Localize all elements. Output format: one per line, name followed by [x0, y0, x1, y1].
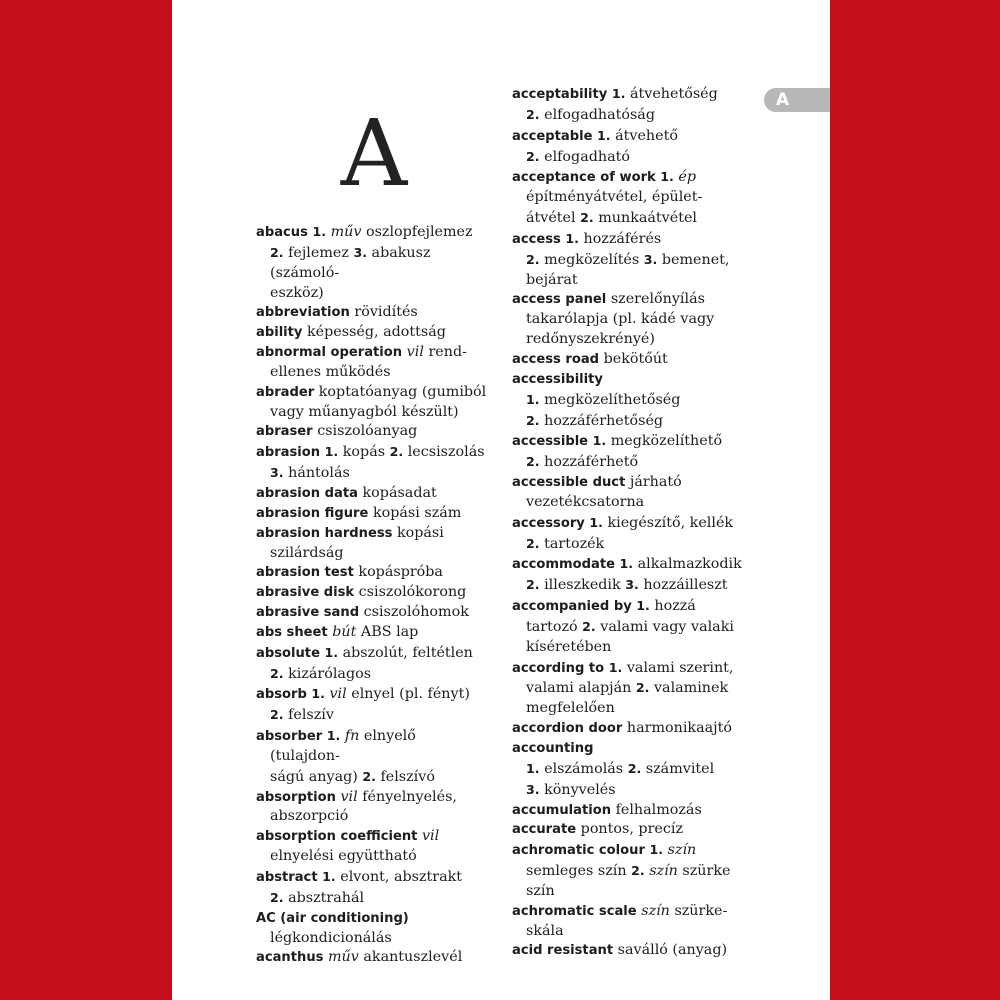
sense-number: 1.	[592, 433, 607, 449]
entry-headword: AC (air conditioning)	[256, 910, 409, 926]
entry-headword: accommodate	[512, 557, 615, 573]
dictionary-entry	[256, 788, 488, 828]
domain-label: szín	[641, 902, 670, 919]
dictionary-entry	[256, 623, 488, 643]
entry-headword: absolute	[256, 645, 320, 661]
entry-headword: accessory	[512, 515, 585, 531]
definition-text: kopási szám	[372, 504, 462, 521]
dictionary-entry	[512, 350, 744, 370]
definition-text: bekötőút	[603, 350, 668, 367]
definition-text: átvehető	[615, 127, 678, 144]
definition-text: vezetékcsatorna	[526, 493, 645, 510]
definition-text: bejárat	[526, 271, 578, 288]
definition-text: harmonikaajtó	[626, 720, 732, 737]
sense-number: 2.	[526, 535, 540, 551]
entry-headword: absorb	[256, 687, 307, 703]
definition-text: elfogadhatóság	[544, 106, 655, 123]
definition-text: felszívó	[380, 768, 435, 785]
entry-headword: abacus	[256, 225, 308, 240]
entry-headword: acceptability	[512, 87, 608, 102]
definition-text: bemenet,	[661, 251, 730, 268]
definition-text: elfogadható	[544, 148, 630, 165]
entry-headword: access panel	[512, 292, 607, 308]
entry-headword: accurate	[512, 822, 577, 838]
entry-headword: accompanied by	[512, 599, 632, 615]
entry-headword: ability	[256, 325, 303, 341]
dictionary-entry	[512, 229, 744, 291]
dictionary-entry	[256, 222, 488, 303]
sense-number: 3.	[270, 465, 284, 481]
entry-headword: accordion door	[512, 721, 623, 737]
definition-text: valami alapján	[526, 680, 632, 697]
definition-text: rövidítés	[354, 304, 418, 321]
sense-number: 1.	[311, 686, 325, 702]
definition-text: takarólapja (pl. kádé vagy	[526, 311, 715, 328]
sense-number: 1.	[611, 86, 626, 101]
definition-text: hozzáférhetőség	[544, 412, 664, 429]
entry-headword: access road	[512, 351, 600, 367]
domain-label: műv	[328, 949, 359, 966]
dictionary-entry	[512, 473, 744, 513]
sense-number: 2.	[635, 680, 650, 696]
section-letter: A	[340, 100, 406, 207]
definition-text: képesség, adottság	[307, 324, 446, 341]
dictionary-entry	[512, 658, 744, 720]
dictionary-entry	[256, 867, 488, 909]
dictionary-entry	[256, 504, 488, 524]
sense-number: 2.	[270, 244, 284, 260]
sense-number: 1.	[324, 644, 339, 660]
sense-number: 2.	[270, 665, 284, 681]
definition-text: megközelíthetőség	[544, 391, 681, 408]
definition-text: szilárdság	[270, 544, 344, 561]
sense-number: 2.	[270, 707, 284, 723]
sense-number: 1.	[312, 224, 327, 239]
definition-text: kiegészítő, kellék	[607, 514, 734, 531]
sense-number: 1.	[526, 760, 540, 776]
sense-number: 1.	[526, 391, 540, 407]
definition-text: kopási	[396, 524, 444, 541]
sense-number: 1.	[322, 869, 336, 884]
domain-label: vil	[406, 344, 424, 361]
sense-number: 2.	[526, 106, 540, 122]
definition-text: szerelőnyílás	[610, 291, 705, 308]
entry-headword: abnormal operation	[256, 345, 403, 361]
entry-headword: acceptable	[512, 128, 593, 144]
sense-number: 2.	[582, 618, 596, 634]
definition-text: elnyelési együttható	[270, 848, 417, 865]
sense-number: 2.	[526, 577, 540, 593]
dictionary-entry	[256, 684, 488, 726]
entry-headword: abrasion	[256, 445, 321, 461]
definition-text: valami vagy valaki	[600, 618, 734, 635]
dictionary-entry	[256, 726, 488, 788]
definition-text: akantuszlevél	[363, 949, 463, 966]
definition-text: kopásadat	[362, 484, 437, 501]
definition-text: skála	[526, 922, 564, 939]
domain-label: bút	[332, 623, 357, 640]
definition-text: pontos, precíz	[580, 821, 683, 838]
definition-text: hozzáférhető	[544, 454, 639, 471]
definition-text: hozzáilleszt	[643, 577, 728, 594]
sense-number: 3.	[625, 577, 639, 593]
dictionary-entry	[256, 524, 488, 564]
entry-headword: abrader	[256, 384, 315, 400]
dictionary-entry	[512, 840, 744, 902]
definition-text: elnyel (pl. fényt)	[351, 686, 470, 703]
entry-headword: abrasive disk	[256, 585, 355, 601]
sense-number: 1.	[619, 556, 634, 572]
sense-number: 1.	[597, 127, 611, 143]
sense-number: 1.	[636, 598, 650, 614]
dictionary-entry	[512, 167, 744, 229]
entries-column-left	[256, 222, 488, 968]
entry-headword: according to	[512, 660, 605, 676]
dictionary-entry	[512, 902, 744, 942]
definition-text: járható	[629, 474, 682, 491]
dictionary-entry	[512, 370, 744, 432]
definition-text: hántolás	[288, 465, 350, 482]
dictionary-entry	[512, 820, 744, 840]
definition-text: tartozék	[544, 535, 605, 552]
definition-text: megközelíthető	[610, 433, 723, 450]
sense-number: 1.	[565, 230, 579, 246]
definition-text: átvehetőség	[630, 86, 718, 102]
dictionary-entry	[512, 941, 744, 961]
dictionary-entry	[256, 909, 488, 949]
definition-text: tartozó	[526, 618, 578, 635]
definition-text: saválló (anyag)	[617, 942, 728, 959]
definition-text: kopás	[342, 444, 386, 461]
dictionary-entry	[512, 739, 744, 801]
definition-text: ABS lap	[360, 623, 419, 640]
entry-headword: access	[512, 231, 561, 247]
definition-text: megfelelően	[526, 700, 615, 717]
entry-headword: abbreviation	[256, 305, 350, 321]
entry-headword: accumulation	[512, 802, 612, 818]
entry-headword: achromatic colour	[512, 843, 645, 859]
entry-headword: abrasion test	[256, 565, 354, 581]
definition-text: felhalmozás	[615, 801, 702, 818]
dictionary-entry	[256, 343, 488, 383]
sense-number: 3.	[526, 781, 540, 797]
definition-text: ságú anyag)	[270, 768, 358, 785]
definition-text: abakusz (számoló-	[270, 244, 431, 281]
definition-text: rend-	[428, 344, 467, 361]
entry-headword: acceptance of work	[512, 170, 656, 186]
definition-text: csiszolókorong	[358, 584, 467, 601]
domain-label: fn	[344, 728, 360, 745]
entry-headword: abs sheet	[256, 624, 328, 640]
definition-text: ellenes működés	[270, 363, 391, 380]
definition-text: kopáspróba	[358, 564, 443, 581]
dictionary-entry	[256, 323, 488, 343]
definition-text: csiszolóhomok	[363, 604, 469, 621]
sense-number: 2.	[526, 412, 540, 428]
sense-number: 2.	[362, 768, 376, 784]
dictionary-entry	[512, 84, 744, 126]
definition-text: csiszolóanyag	[317, 423, 418, 440]
dictionary-entry	[512, 126, 744, 168]
dictionary-entry	[256, 383, 488, 423]
definition-text: számvitel	[645, 760, 715, 777]
dictionary-entry	[256, 643, 488, 685]
definition-text: szürke szín	[526, 863, 731, 899]
sense-number: 1.	[660, 169, 674, 185]
definition-text: vagy műanyagból készült)	[270, 403, 459, 420]
definition-text: redőnyszekrényé)	[526, 331, 655, 348]
dictionary-entry	[512, 513, 744, 555]
sense-number: 1.	[649, 842, 664, 858]
entry-headword: abrasive sand	[256, 605, 360, 621]
entry-headword: achromatic scale	[512, 903, 637, 919]
sense-number: 1.	[589, 514, 603, 530]
entry-headword: accessible	[512, 434, 589, 450]
definition-text: elvont, absztrakt	[340, 869, 463, 885]
sense-number: 2.	[526, 148, 540, 164]
entry-headword: abrasion hardness	[256, 525, 393, 541]
sense-number: 2.	[389, 444, 404, 460]
dictionary-entry	[256, 442, 488, 484]
entry-headword: acanthus	[256, 950, 324, 966]
entry-headword: accounting	[512, 741, 594, 756]
dictionary-entry	[256, 827, 488, 867]
definition-text: szürke-	[674, 902, 728, 919]
entry-headword: abrasion data	[256, 485, 358, 501]
definition-text: fejlemez	[288, 244, 349, 261]
definition-text: építményátvétel, épület-	[526, 189, 703, 206]
dictionary-entry	[256, 603, 488, 623]
entry-headword: acid resistant	[512, 943, 614, 959]
definition-text: hozzáférés	[583, 230, 662, 247]
dictionary-entry	[256, 948, 488, 968]
entry-headword: absorber	[256, 729, 323, 745]
dictionary-entry	[512, 596, 744, 658]
domain-label: vil	[421, 828, 440, 845]
sense-number: 2.	[526, 454, 540, 470]
domain-label: vil	[340, 788, 358, 805]
definition-text: fényelnyelés,	[362, 788, 457, 805]
dictionary-entry	[256, 583, 488, 603]
sense-number: 3.	[353, 244, 367, 260]
entries-column-right	[512, 84, 744, 961]
entry-headword: accessible duct	[512, 475, 626, 491]
definition-text: munkaátvétel	[598, 210, 697, 227]
definition-text: alkalmazkodik	[637, 556, 742, 573]
definition-text: elnyelő (tulajdon-	[270, 728, 416, 764]
thumb-index-tab[interactable]: A	[764, 88, 830, 112]
definition-text: megközelítés	[544, 251, 640, 268]
sense-number: 1.	[326, 728, 341, 744]
definition-text: semleges szín	[526, 863, 627, 880]
sense-number: 1.	[324, 444, 339, 460]
definition-text: valaminek	[653, 680, 729, 697]
definition-text: kizárólagos	[288, 665, 372, 682]
definition-text: abszolút, feltétlen	[342, 644, 473, 661]
sense-number: 3.	[643, 251, 658, 267]
dictionary-entry	[512, 290, 744, 350]
definition-text: oszlopfejlemez	[365, 224, 473, 240]
entry-headword: abraser	[256, 424, 313, 440]
domain-label: ép	[678, 169, 697, 186]
domain-label: szín	[649, 863, 678, 880]
entry-headword: abstract	[256, 870, 318, 885]
entry-headword: absorption coefficient	[256, 829, 418, 845]
definition-text: absztrahál	[288, 889, 365, 906]
definition-text: valami szerint,	[626, 659, 734, 676]
definition-text: könyvelés	[544, 781, 616, 798]
definition-text: abszorpció	[270, 808, 349, 825]
sense-number: 2.	[526, 251, 540, 267]
dictionary-entry	[256, 422, 488, 442]
definition-text: kíséretében	[526, 638, 612, 655]
sense-number: 2.	[580, 210, 594, 226]
definition-text: illeszkedik	[544, 577, 621, 594]
sense-number: 1.	[608, 659, 623, 675]
dictionary-entry	[512, 554, 744, 596]
definition-text: átvétel	[526, 210, 576, 227]
domain-label: vil	[329, 686, 347, 703]
definition-text: lecsiszolás	[407, 444, 485, 461]
entry-headword: absorption	[256, 789, 336, 805]
definition-text: eszköz)	[270, 284, 324, 301]
sense-number: 2.	[627, 760, 642, 776]
domain-label: műv	[330, 224, 362, 240]
entry-headword: abrasion figure	[256, 505, 369, 521]
entry-headword: accessibility	[512, 371, 603, 387]
dictionary-entry	[512, 719, 744, 739]
domain-label: szín	[667, 842, 697, 859]
definition-text: hozzá	[654, 598, 696, 615]
definition-text: elszámolás	[544, 760, 624, 777]
dictionary-entry	[256, 484, 488, 504]
dictionary-entry	[256, 563, 488, 583]
dictionary-entry	[256, 303, 488, 323]
dictionary-entry	[512, 431, 744, 473]
dictionary-entry	[512, 801, 744, 821]
sense-number: 2.	[631, 863, 645, 879]
definition-text: koptatóanyag (gumiból	[318, 383, 487, 400]
sense-number: 2.	[270, 889, 284, 905]
definition-text: légkondicionálás	[270, 929, 392, 946]
definition-text: felszív	[288, 707, 334, 724]
